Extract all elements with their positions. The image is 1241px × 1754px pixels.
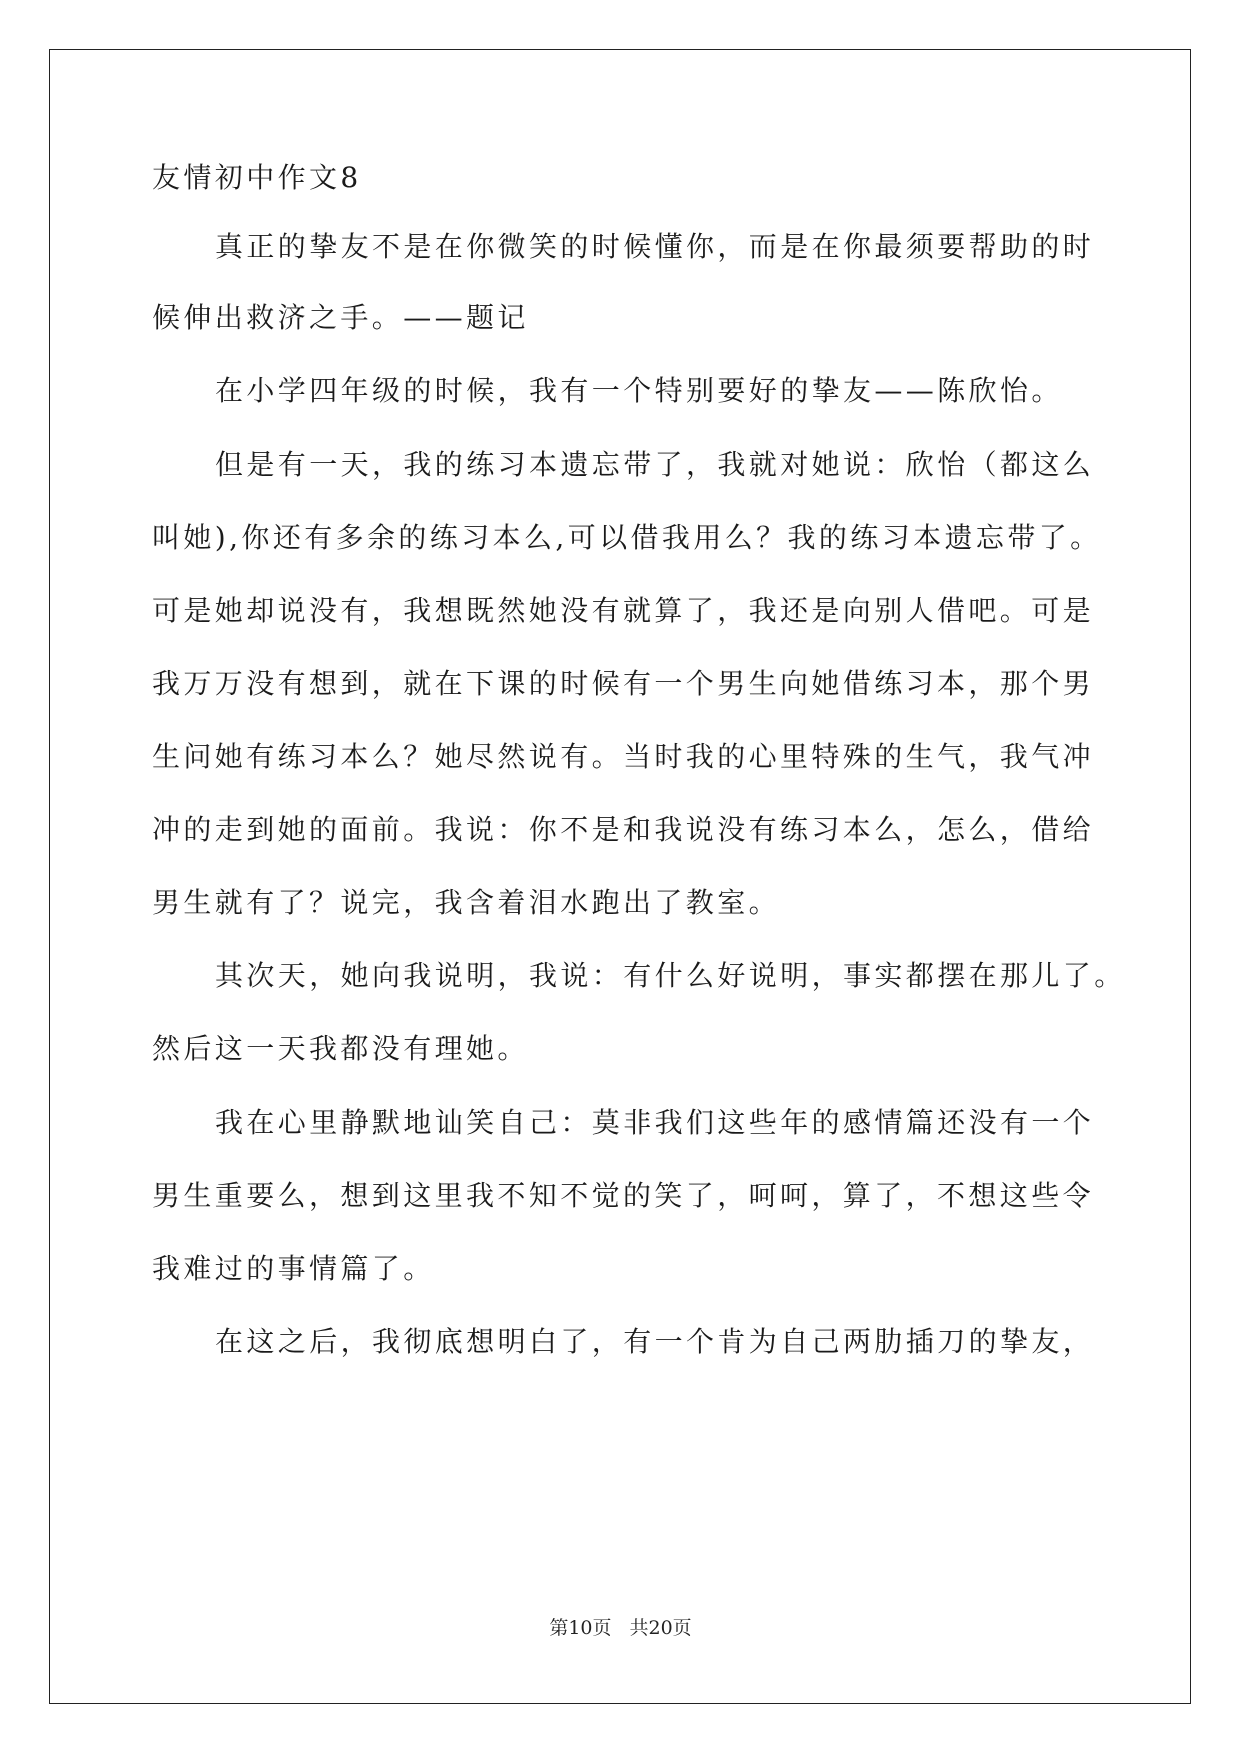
paragraph-line: 在这之后，我彻底想明白了，有一个肯为自己两肋插刀的挚友， (215, 1325, 1095, 1358)
paragraph-line: 候伸出救济之手。——题记 (152, 301, 529, 334)
paragraph-line: 但是有一天，我的练习本遗忘带了，我就对她说：欣怡（都这么 (215, 448, 1095, 481)
page-number-current: 第10页 (549, 1617, 612, 1639)
paragraph-line: 其次天，她向我说明，我说：有什么好说明，事实都摆在那儿了。 (215, 959, 1126, 992)
paragraph-line: 可是她却说没有，我想既然她没有就算了，我还是向别人借吧。可是 (152, 594, 1095, 627)
paragraph-line: 然后这一天我都没有理她。 (152, 1032, 529, 1065)
paragraph-line: 我万万没有想到，就在下课的时候有一个男生向她借练习本，那个男 (152, 667, 1095, 700)
paragraph-line: 真正的挚友不是在你微笑的时候懂你，而是在你最须要帮助的时 (215, 230, 1095, 263)
paragraph-line: 男生就有了？说完，我含着泪水跑出了教室。 (152, 886, 781, 919)
page-footer (0, 1616, 1241, 1640)
paragraph-line: 男生重要么，想到这里我不知不觉的笑了，呵呵，算了，不想这些令 (152, 1179, 1095, 1212)
document-title: 友情初中作文8 (152, 161, 362, 194)
paragraph-line: 生问她有练习本么？她尽然说有。当时我的心里特殊的生气，我气冲 (152, 740, 1095, 773)
paragraph-line: 我难过的事情篇了。 (152, 1252, 435, 1285)
paragraph-line: 冲的走到她的面前。我说：你不是和我说没有练习本么，怎么，借给 (152, 813, 1095, 846)
page-number-total: 共20页 (629, 1617, 692, 1639)
paragraph-line: 我在心里静默地讪笑自己：莫非我们这些年的感情篇还没有一个 (215, 1106, 1095, 1139)
paragraph-line: 在小学四年级的时候，我有一个特别要好的挚友——陈欣怡。 (215, 374, 1063, 407)
page-border (49, 49, 1191, 1704)
paragraph-line: 叫她),你还有多余的练习本么,可以借我用么？我的练习本遗忘带了。 (152, 521, 1102, 554)
